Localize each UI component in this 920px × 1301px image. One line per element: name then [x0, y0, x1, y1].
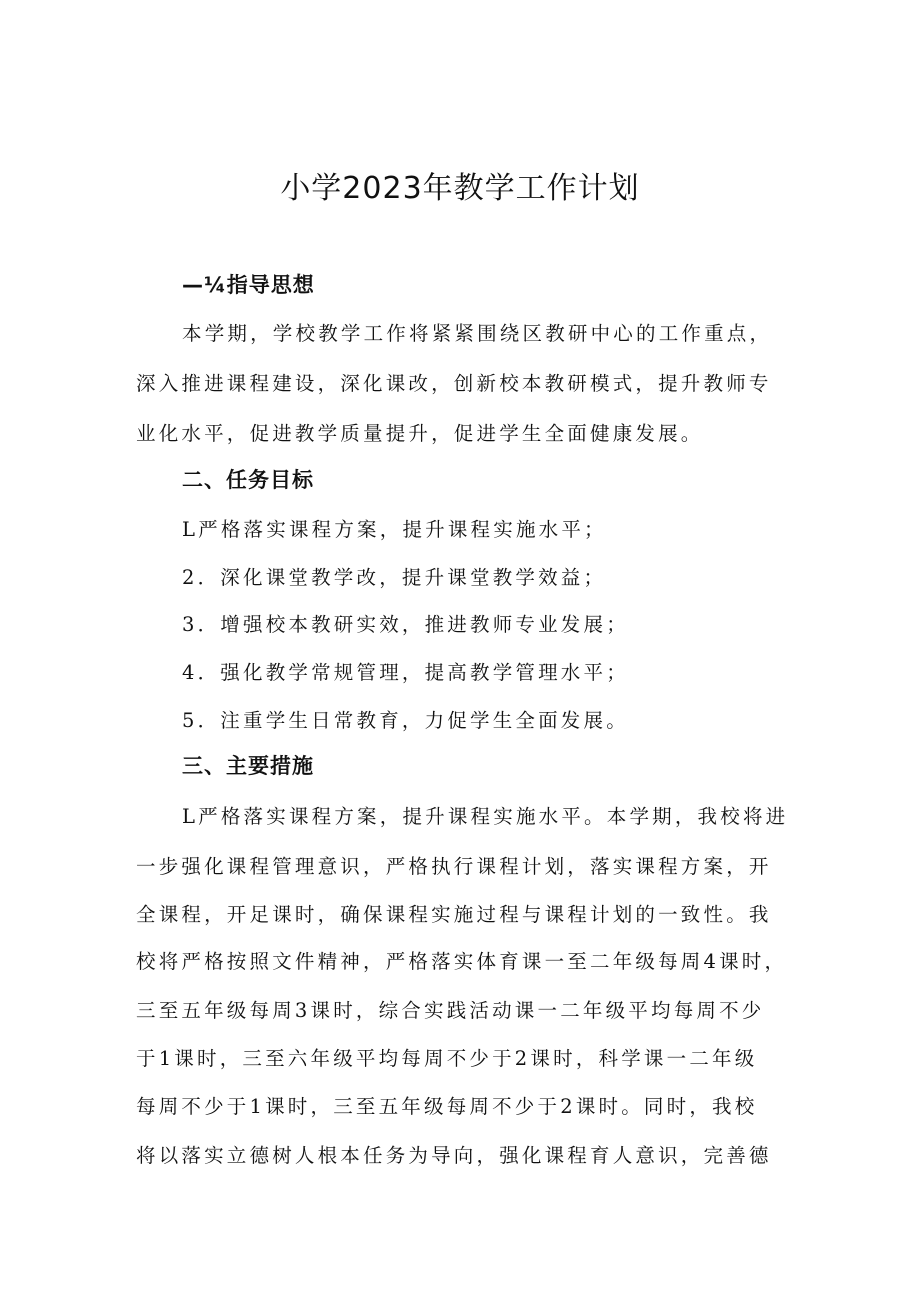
paragraph-line: 于1课时，三至六年级平均每周不少于2课时，科学课一二年级: [136, 1047, 758, 1070]
section-heading-main-measures: 三、主要措施: [182, 754, 314, 778]
paragraph-line: 深入推进课程建设，深化课改，创新校本教研模式，提升教师专: [136, 372, 772, 395]
paragraph-line: 三至五年级每周3课时，综合实践活动课一二年级平均每周不少: [136, 999, 765, 1022]
goal-item: 3．增强校本教研实效，推进教师专业发展；: [182, 613, 629, 636]
paragraph-line: L严格落实课程方案，提升课程实施水平。本学期，我校将进: [182, 805, 789, 828]
paragraph-line: 将以落实立德树人根本任务为导向，强化课程育人意识，完善德: [136, 1144, 772, 1167]
paragraph-line: 校将严格按照文件精神，严格落实体育课一至二年级每周4课时，: [136, 950, 788, 973]
paragraph-line: 每周不少于1课时，三至五年级每周不少于2课时。同时，我校: [136, 1095, 758, 1118]
document-title: 小学2023年教学工作计划: [280, 171, 640, 206]
goal-item: 4．强化教学常规管理，提高教学管理水平；: [182, 661, 629, 684]
goal-item: 5．注重学生日常教育，力促学生全面发展。: [182, 709, 629, 732]
paragraph-line: 全课程，开足课时，确保课程实施过程与课程计划的一致性。我: [136, 903, 772, 926]
section-heading-task-goals: 二、任务目标: [182, 468, 314, 492]
paragraph-line: 一步强化课程管理意识，严格执行课程计划，落实课程方案，开: [136, 855, 772, 878]
section-heading-guiding-ideology: —¼指导思想: [182, 273, 315, 297]
paragraph-line: 本学期，学校教学工作将紧紧围绕区教研中心的工作重点，: [182, 322, 773, 345]
paragraph-line: 业化水平，促进教学质量提升，促进学生全面健康发展。: [136, 422, 704, 445]
goal-item: L严格落实课程方案，提升课程实施水平；: [182, 518, 607, 541]
goal-item: 2．深化课堂教学改，提升课堂教学效益；: [182, 566, 607, 589]
